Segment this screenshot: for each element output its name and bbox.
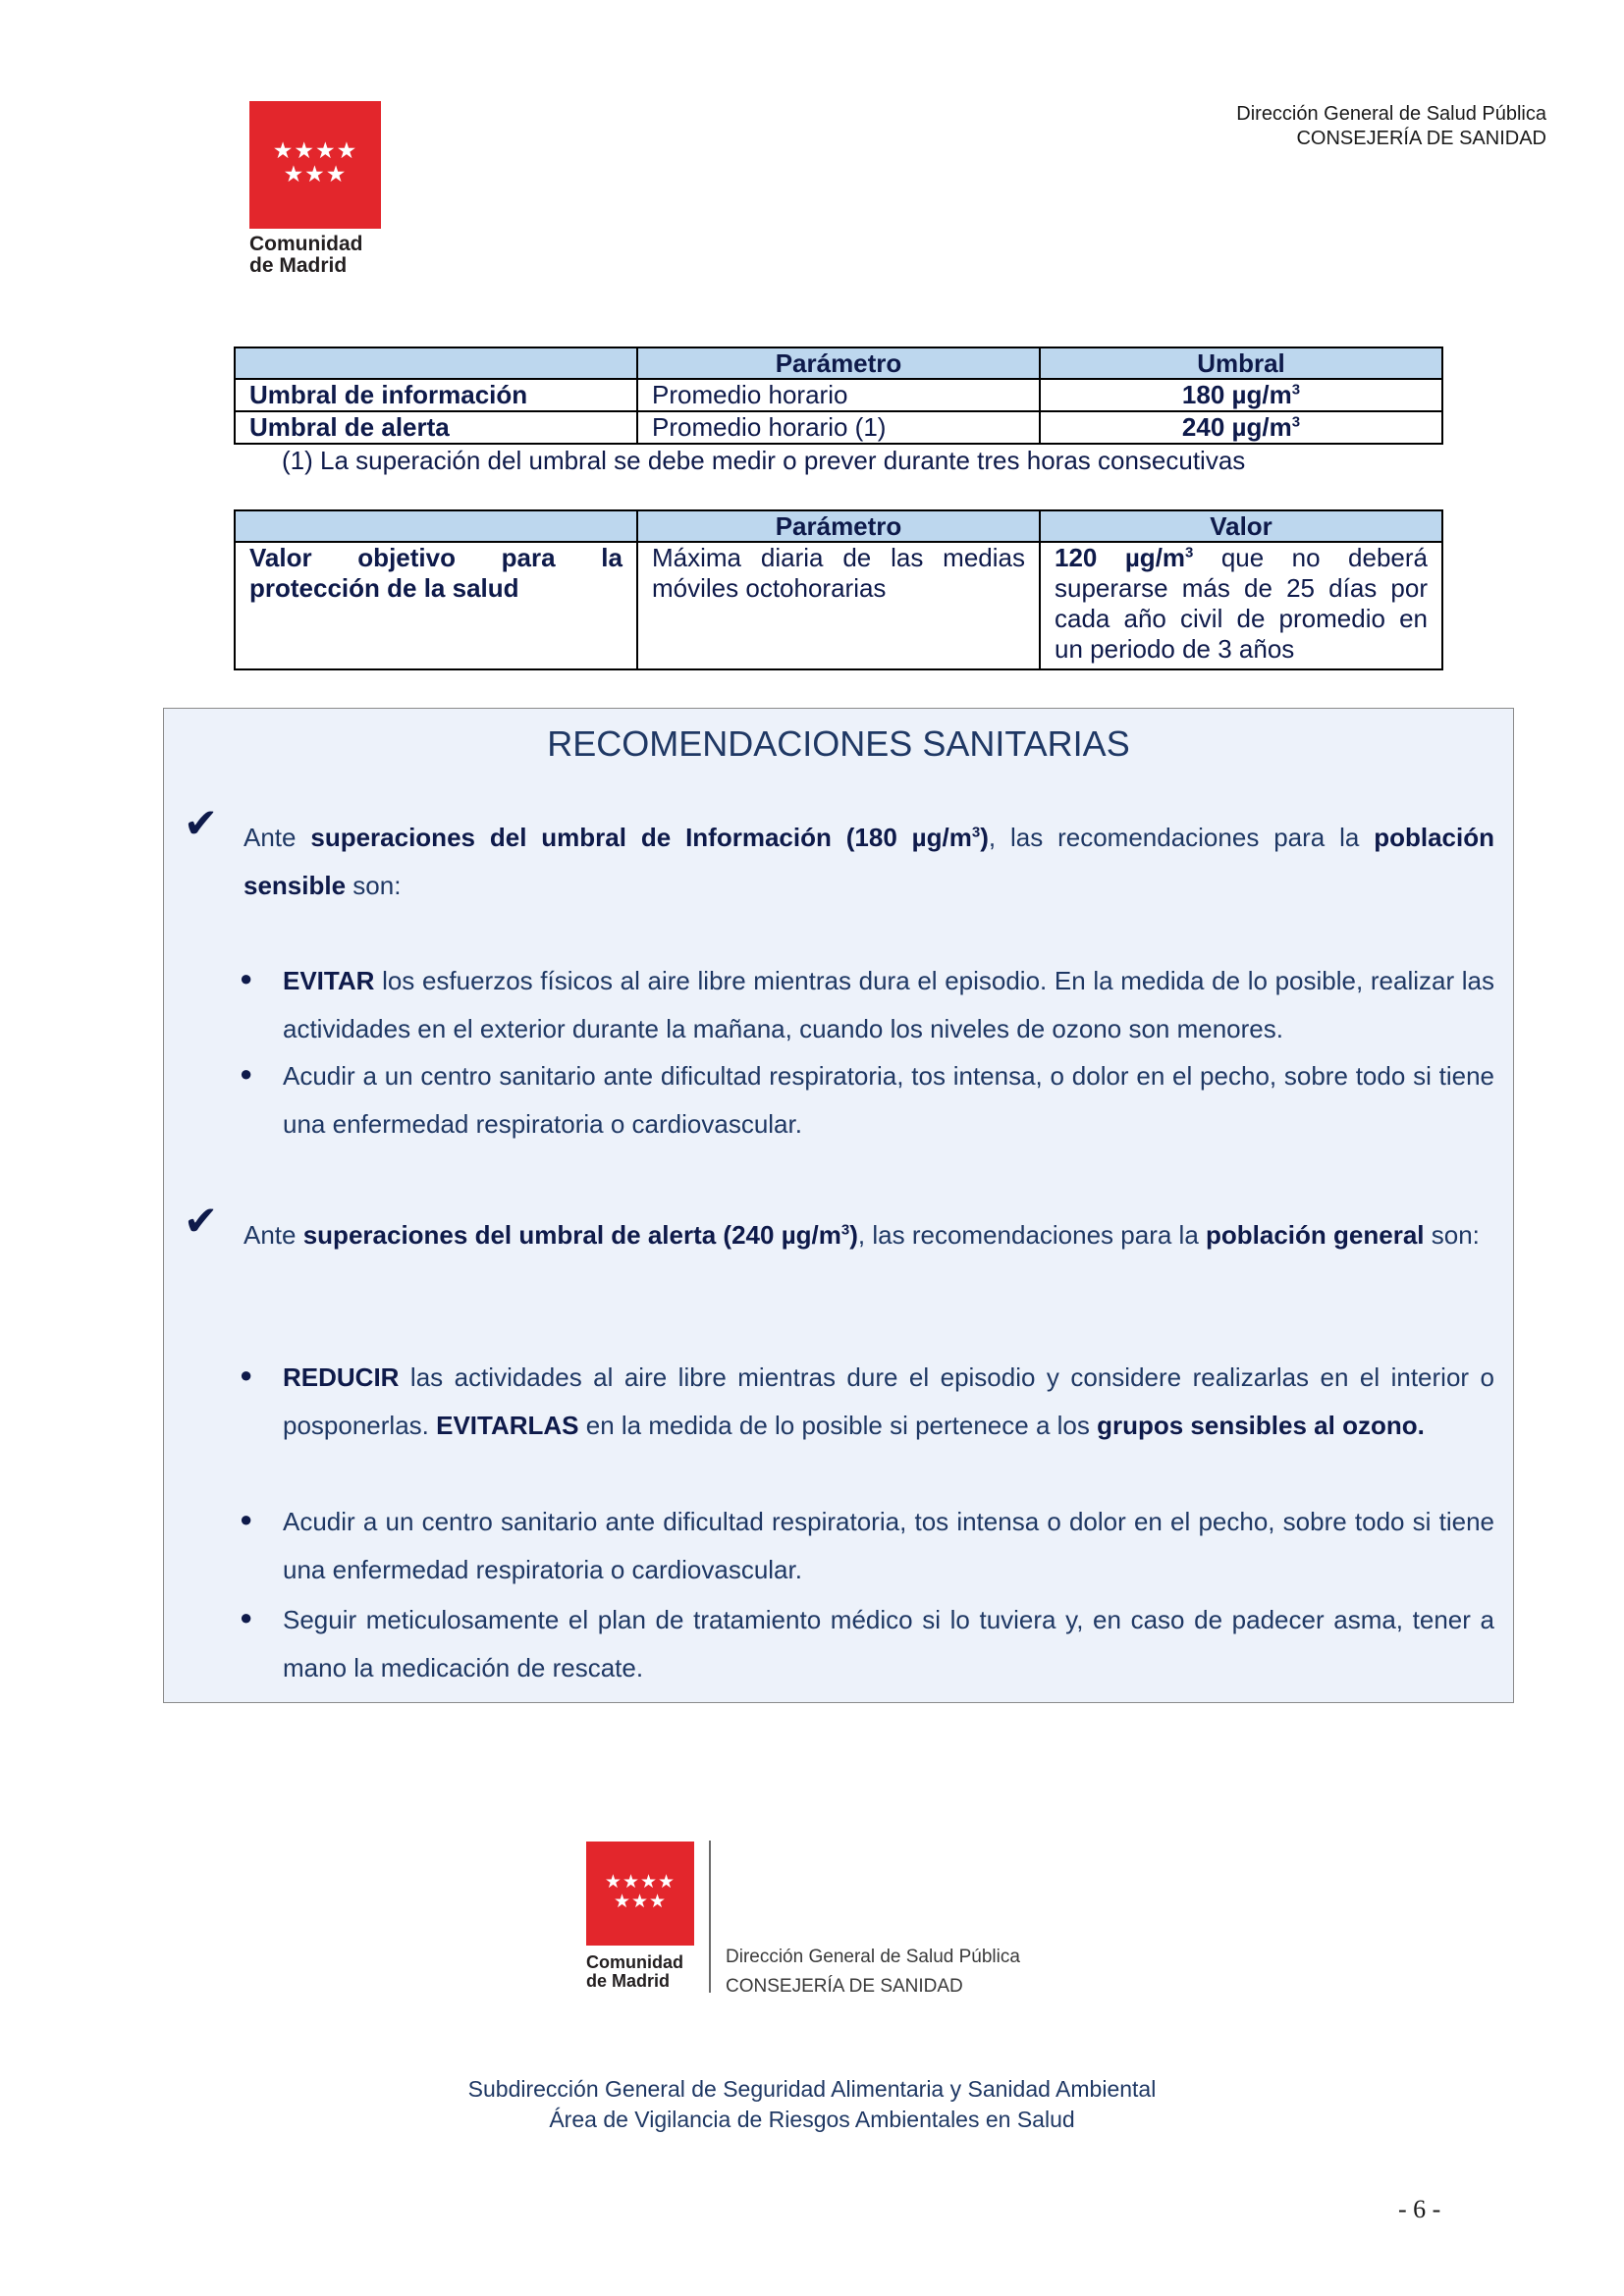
- logo-stars-bottom: ★★★: [613, 1891, 668, 1912]
- logo-red-square: [586, 1842, 694, 1946]
- logo-stars-top: ★★★★: [272, 138, 358, 164]
- logo-red-square: [249, 101, 381, 229]
- footer-line2: CONSEJERÍA DE SANIDAD: [726, 1976, 963, 1997]
- table-header-row: [235, 510, 1442, 542]
- recommendations-title: RECOMENDACIONES SANITARIAS: [547, 723, 1130, 764]
- section2-intro: Ante superaciones del umbral de alerta (240 $\mu g/m^3$), las recomendaciones para la población general son:: [244, 1220, 1480, 1250]
- logo-line2: de Madrid: [586, 1970, 671, 1991]
- row-value: 180 $\mu g/m^3$: [1040, 379, 1442, 411]
- bullet-icon: ●: [240, 1061, 253, 1086]
- logo-line1: Comunidad: [586, 1952, 683, 1972]
- table-header-cell: [235, 510, 637, 542]
- table-row: [235, 542, 1442, 669]
- table-row: [235, 411, 1442, 444]
- thresholds-table: [234, 347, 1443, 445]
- bullet-icon: ●: [240, 1362, 253, 1387]
- table-footnote: (1) La superación del umbral se debe medir o prever durante tres horas consecutivas: [282, 446, 1246, 475]
- table-header-cell: Parámetro: [637, 347, 1040, 379]
- row-value: 120 $\mu g/m^3$ que no deberá superarse más de 25 días por cada año civil de promedio en un periodo de 3 años: [1040, 542, 1442, 669]
- bullet-icon: ●: [240, 966, 253, 990]
- table-header-cell: Valor: [1040, 510, 1442, 542]
- row-label: Valor objetivo para la protección de la salud: [235, 542, 637, 669]
- footer-department: [726, 1943, 1020, 2002]
- checkmark-icon: ✔: [184, 799, 219, 847]
- table-header-cell: Umbral: [1040, 347, 1442, 379]
- footer-center-line1: Subdirección General de Seguridad Alimentaria y Sanidad Ambiental: [467, 2076, 1157, 2102]
- logo-stars-top: ★★★★: [604, 1871, 677, 1893]
- table-row: [235, 379, 1442, 411]
- list-item: REDUCIR las actividades al aire libre mientras dure el episodio y considere realizarlas en el interior o posponerlas. EVITARLAS en la medida de lo posible si pertenece a los grupos sensibles al ozono.: [283, 1362, 1494, 1440]
- header-department: [1236, 102, 1546, 151]
- header-line1: Dirección General de Salud Pública: [1236, 103, 1546, 125]
- row-label: Umbral de información: [235, 379, 637, 411]
- bullet-icon: ●: [240, 1507, 253, 1531]
- recommendations-box: [163, 708, 1514, 1703]
- page-number: - 6 -: [1398, 2195, 1441, 2223]
- logo-line2: de Madrid: [249, 254, 348, 278]
- target-value-table: [234, 509, 1443, 670]
- table-header-cell: [235, 347, 637, 379]
- row-label: Umbral de alerta: [235, 411, 637, 444]
- row-value: 240 $\mu g/m^3$: [1040, 411, 1442, 444]
- row-param: Máxima diaria de las medias móviles octohorarias: [637, 542, 1040, 669]
- list-item: EVITAR los esfuerzos físicos al aire libre mientras dura el episodio. En la medida de lo posible, realizar las actividades en el exterior durante la mañana, cuando los niveles de ozono son menores.: [283, 966, 1494, 1043]
- logo-stars-bottom: ★★★: [283, 162, 348, 187]
- row-param: Promedio horario: [637, 379, 1040, 411]
- footer-center-line2: Área de Vigilancia de Riesgos Ambientales en Salud: [549, 2107, 1075, 2132]
- footer-line1: Dirección General de Salud Pública: [726, 1947, 1020, 1967]
- table-header-cell: Parámetro: [637, 510, 1040, 542]
- header-line2: CONSEJERÍA DE SANIDAD: [1296, 128, 1546, 149]
- logo-text: [586, 1953, 683, 1991]
- list-item: Acudir a un centro sanitario ante dificultad respiratoria, tos intensa, o dolor en el pecho, sobre todo si tiene una enfermedad respiratoria o cardiovascular.: [283, 1061, 1494, 1139]
- logo-text: [249, 234, 363, 277]
- footer-subdirection: [0, 2074, 1624, 2135]
- checkmark-icon: ✔: [184, 1197, 219, 1245]
- row-param: Promedio horario (1): [637, 411, 1040, 444]
- list-item: Seguir meticulosamente el plan de tratamiento médico si lo tuviera y, en caso de padecer asma, tener a mano la medicación de rescate.: [283, 1605, 1494, 1682]
- table-header-row: [235, 347, 1442, 379]
- logo-line1: Comunidad: [249, 233, 363, 255]
- section1-intro: Ante superaciones del umbral de Información (180 $\mu g/m^3$), las recomendaciones para la población sensible son:: [244, 823, 1494, 900]
- bullet-icon: ●: [240, 1605, 253, 1629]
- list-item: Acudir a un centro sanitario ante dificultad respiratoria, tos intensa o dolor en el pecho, sobre todo si tiene una enfermedad respiratoria o cardiovascular.: [283, 1507, 1494, 1584]
- footer-divider: [709, 1841, 711, 1993]
